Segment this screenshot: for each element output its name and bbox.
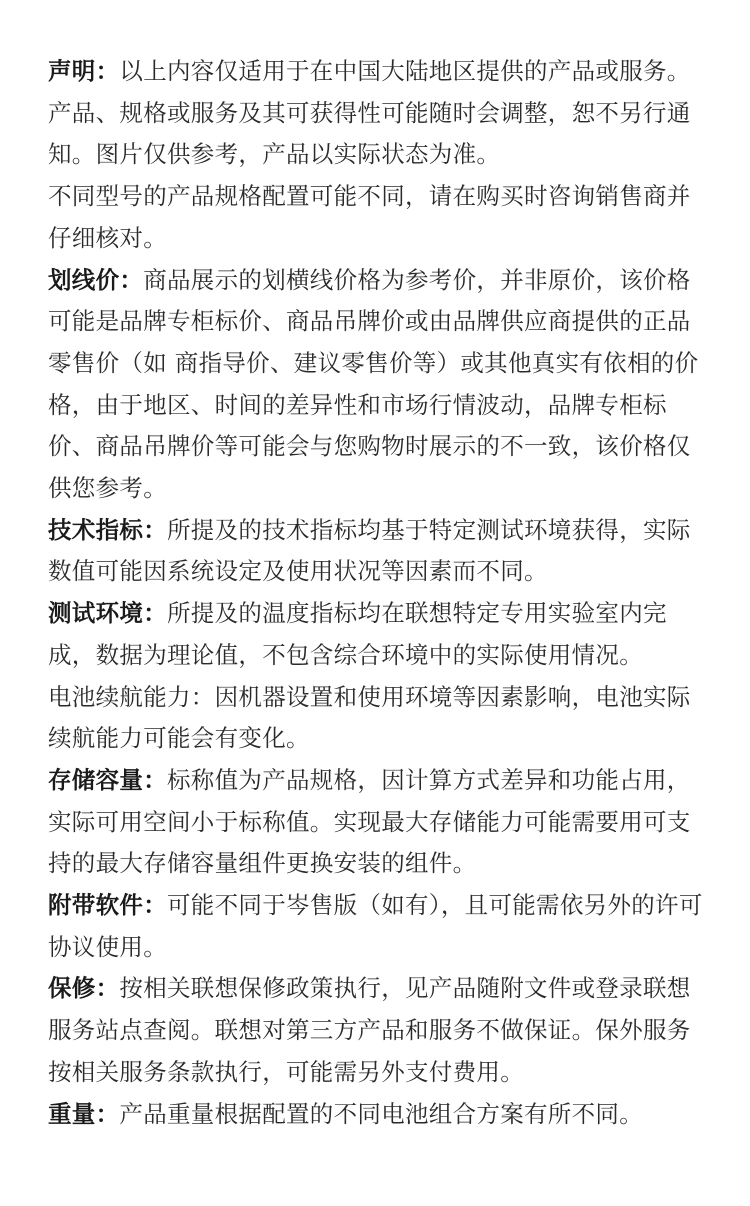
notice-weight <box>48 1094 708 1136</box>
notice-term: 存储容量： <box>48 765 167 794</box>
notice-text: 按相关联想保修政策执行，见产品随附文件或登录联想服务站点查阅。联想对第三方产品和服务不做保证。保外服务按相关服务条款执行，可能需另外支付费用。 <box>48 974 691 1086</box>
notice-text: 所提及的温度指标均在联想特定专用实验室内完成，数据为理论值，不包含综合环境中的实际使用情况。 <box>48 599 667 669</box>
notice-battery-life <box>48 677 708 760</box>
notice-test-environment <box>48 593 708 676</box>
notice-text: 产品重量根据配置的不同电池组合方案有所不同。 <box>119 1099 644 1128</box>
notice-text: 不同型号的产品规格配置可能不同，请在购买时咨询销售商并仔细核对。 <box>48 182 691 252</box>
notice-term: 划线价： <box>48 265 144 294</box>
notice-text: 商品展示的划横线价格为参考价，并非原价，该价格可能是品牌专柜标价、商品吊牌价或由品牌供应商提供的正品零售价（如 商指导价、建议零售价等）或其他真实有依相的价格，由于地区、时间的差异性和市场行情波动，品牌专柜标价、商品吊牌价等可能会与您购物时展示的不一致，该价格仅供您参考。 <box>48 265 699 503</box>
notice-term: 测试环境： <box>48 599 167 628</box>
notice-statement <box>48 51 708 176</box>
notice-term: 技术指标： <box>48 515 167 544</box>
notice-model-variation <box>48 176 708 259</box>
notice-bundled-software <box>48 885 708 968</box>
notice-text: 电池续航能力：因机器设置和使用环境等因素影响，电池实际续航能力可能会有变化。 <box>48 682 691 753</box>
notice-term: 声明： <box>48 57 120 85</box>
notice-term: 重量： <box>48 1099 120 1128</box>
notice-technical-specs <box>48 510 708 593</box>
notice-text: 可能不同于岑售版（如有），且可能需依另外的许可协议使用。 <box>48 891 703 961</box>
notice-warranty <box>48 968 708 1093</box>
notice-term: 保修： <box>48 974 120 1003</box>
disclaimer-document <box>48 51 708 1135</box>
notice-text: 所提及的技术指标均基于特定测试环境获得，实际数值可能因系统设定及使用状况等因素而不同。 <box>48 515 691 586</box>
notice-storage-capacity <box>48 760 708 885</box>
notice-text: 以上内容仅适用于在中国大陆地区提供的产品或服务。产品、规格或服务及其可获得性可能随时会调整，恕不另行通知。图片仅供参考，产品以实际状态为准。 <box>48 57 691 169</box>
notice-text: 标称值为产品规格，因计算方式差异和功能占用，实际可用空间小于标称值。实现最大存储能力可能需要用可支持的最大存储容量组件更换安装的组件。 <box>48 765 691 878</box>
notice-strikethrough-price <box>48 260 708 510</box>
notice-term: 附带软件： <box>48 891 167 920</box>
